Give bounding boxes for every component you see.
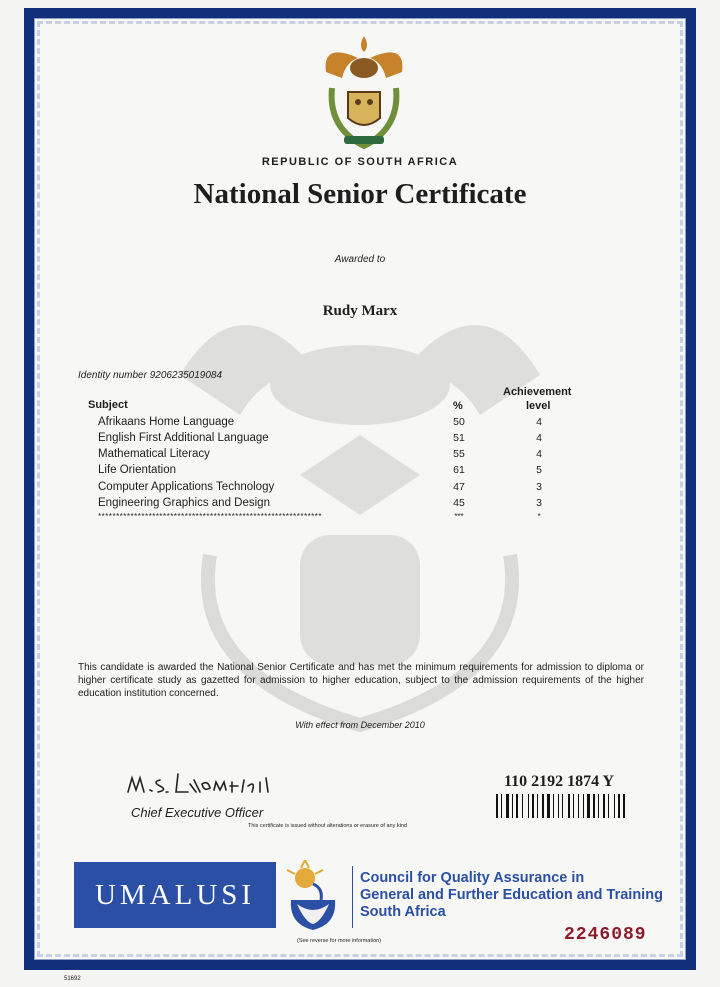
effective-date: With effect from December 2010 (295, 720, 425, 730)
barcode-bar (501, 794, 502, 818)
handwritten-signature (126, 770, 296, 800)
subject-level: 4 (536, 432, 542, 444)
identity-number: Identity number 9206235019084 (78, 370, 223, 381)
subject-level: 3 (536, 481, 542, 493)
subject-level: 4 (536, 448, 542, 460)
council-name (360, 870, 663, 921)
council-line-2: General and Further Education and Training (360, 887, 663, 903)
certificate-number: 110 2192 1874 Y (504, 773, 615, 790)
subject-name: Life Orientation (98, 464, 176, 476)
barcode-bar (578, 794, 579, 818)
barcode-bar (614, 794, 615, 818)
signatory-title: Chief Executive Officer (131, 805, 264, 820)
subject-level: 5 (536, 464, 542, 476)
level-header: level (526, 400, 551, 412)
filler-stars: ************************************************************** (98, 512, 323, 521)
barcode-bar (506, 794, 509, 818)
subject-percent: 51 (453, 432, 465, 444)
barcode-bar (562, 794, 563, 818)
barcode-bar (512, 794, 513, 818)
recipient-name: Rudy Marx (322, 303, 398, 319)
awarded-to-label: Awarded to (334, 254, 386, 265)
subject-percent: 45 (453, 497, 465, 509)
subject-percent: 50 (453, 416, 465, 428)
barcode-bar (496, 794, 498, 818)
subject-percent: 55 (453, 448, 465, 460)
barcode-bar (603, 794, 605, 818)
barcode-bar (623, 794, 625, 818)
barcode-bar (516, 794, 518, 818)
barcode-bar (608, 794, 609, 818)
barcode-bar (537, 794, 538, 818)
subject-name: Afrikaans Home Language (98, 416, 235, 428)
subject-name: Engineering Graphics and Design (98, 497, 270, 509)
barcode-bar (553, 794, 554, 818)
serial-number: 2246089 (564, 925, 647, 945)
issue-note: This certificate is issued without alterations or erasure of any kind (248, 823, 407, 829)
council-line-3: South Africa (360, 904, 446, 920)
barcode-bar (568, 794, 570, 818)
subject-name: Computer Applications Technology (98, 481, 275, 493)
subject-level: 3 (536, 497, 542, 509)
subject-percent: 61 (453, 464, 465, 476)
footer-divider (352, 866, 353, 928)
coat-of-arms-emblem (318, 32, 410, 152)
achievement-header: Achievement (503, 386, 572, 398)
subject-name: English First Additional Language (98, 432, 269, 444)
filler-percent: *** (454, 512, 464, 521)
country-name: REPUBLIC OF SOUTH AFRICA (261, 156, 459, 168)
barcode-bar (583, 794, 584, 818)
barcode (496, 794, 640, 818)
subject-level: 4 (536, 416, 542, 428)
barcode-bar (618, 794, 620, 818)
barcode-bar (598, 794, 599, 818)
percent-header: % (453, 400, 463, 412)
certificate-title: National Senior Certificate (193, 178, 527, 210)
umalusi-logo: UMALUSI (74, 862, 276, 928)
barcode-bar (532, 794, 534, 818)
subject-percent: 47 (453, 481, 465, 493)
subject-header: Subject (88, 399, 128, 411)
barcode-bar (522, 794, 523, 818)
barcode-bar (542, 794, 544, 818)
requirements-statement: This candidate is awarded the National Senior Certificate and has met the minimum requirements for admission to diploma or higher certificate study as gazetted for admission to higher education, subject to the admission requirements of the higher education institution concerned. (78, 662, 644, 699)
barcode-bar (558, 794, 559, 818)
barcode-bar (528, 794, 529, 818)
print-code: 51692 (64, 976, 81, 982)
barcode-bar (547, 794, 550, 818)
reverse-note: (See reverse for more information) (297, 938, 382, 944)
subject-name: Mathematical Literacy (98, 448, 210, 460)
barcode-bar (587, 794, 590, 818)
barcode-bar (573, 794, 574, 818)
filler-level: * (537, 512, 541, 521)
barcode-bar (593, 794, 595, 818)
umalusi-emblem (283, 860, 345, 932)
council-line-1: Council for Quality Assurance in (360, 870, 585, 886)
